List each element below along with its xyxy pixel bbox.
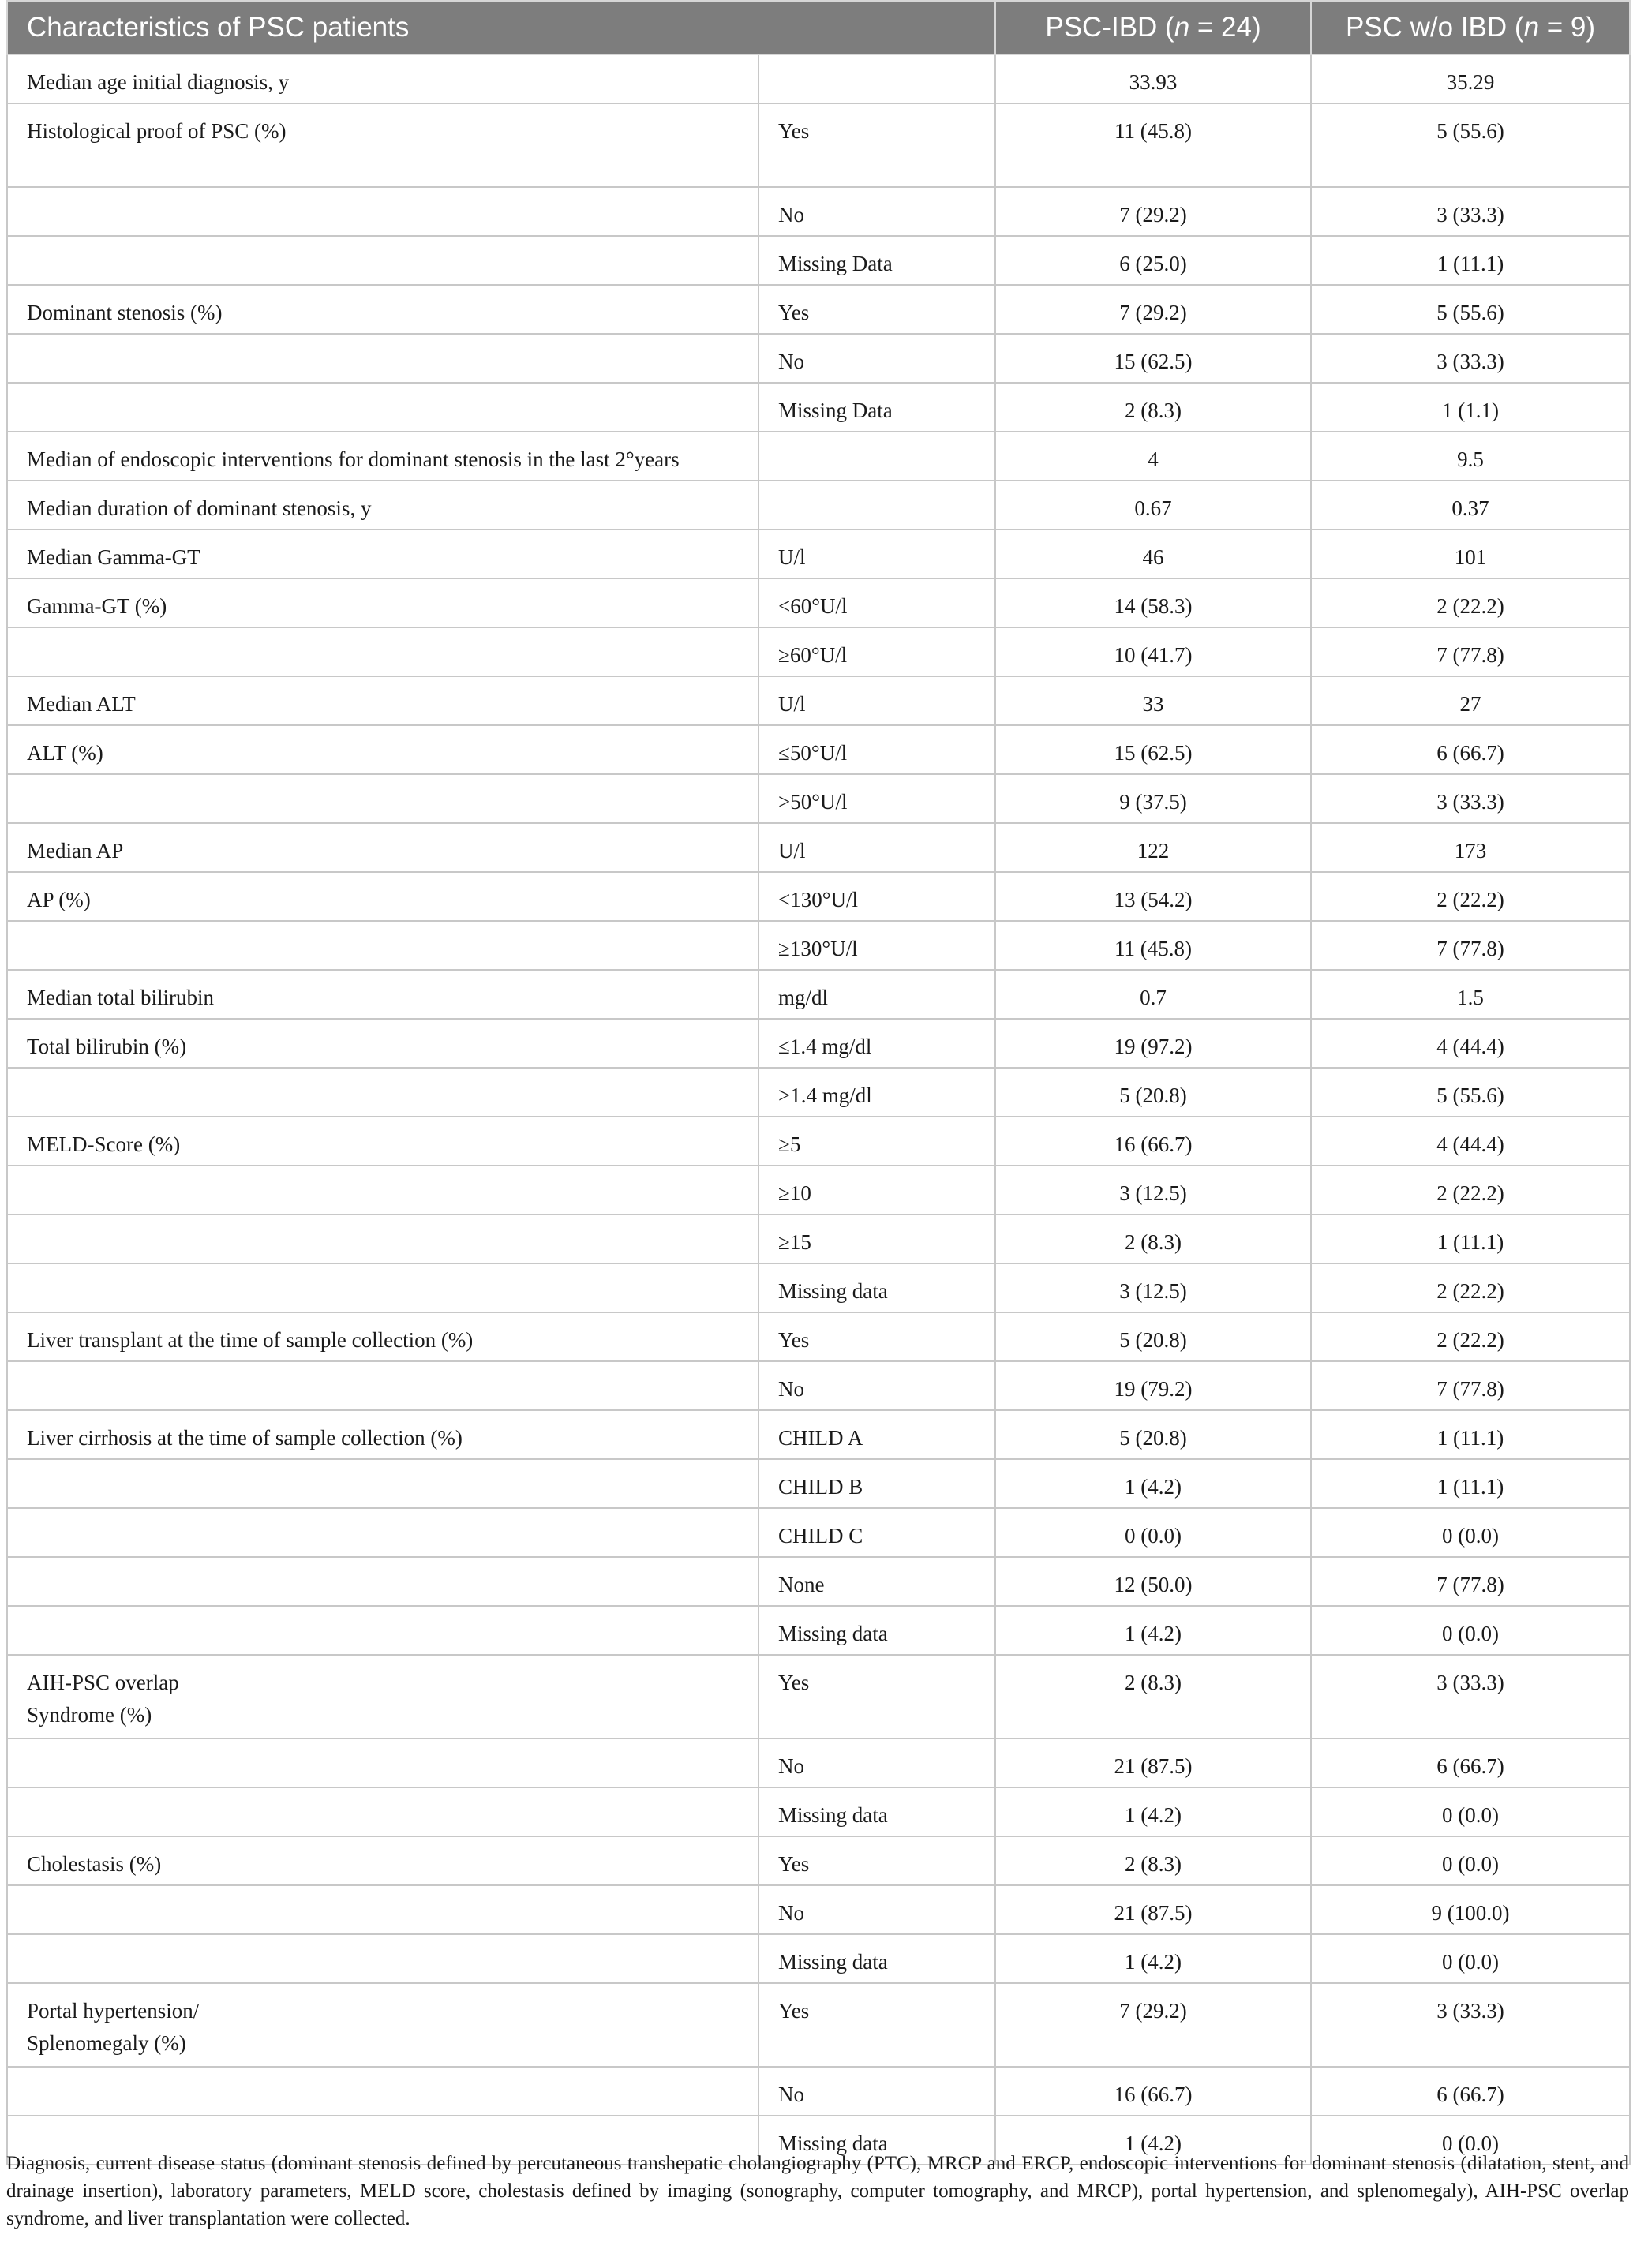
- cell-psc-without-ibd: 9 (100.0): [1311, 1885, 1630, 1934]
- row-label: Median duration of dominant stenosis, y: [7, 481, 758, 530]
- row-subcategory: CHILD C: [758, 1508, 995, 1557]
- cell-psc-ibd: 2 (8.3): [995, 1836, 1311, 1885]
- cell-psc-without-ibd: 6 (66.7): [1311, 2067, 1630, 2116]
- row-subcategory: ≤1.4 mg/dl: [758, 1019, 995, 1068]
- row-subcategory: <60°U/l: [758, 578, 995, 627]
- cell-psc-ibd: 1 (4.2): [995, 1787, 1311, 1836]
- cell-psc-ibd: 6 (25.0): [995, 236, 1311, 285]
- table-row: [7, 1214, 1630, 1263]
- table-row: [7, 2067, 1630, 2116]
- row-subcategory: No: [758, 187, 995, 236]
- cell-psc-ibd: 5 (20.8): [995, 1068, 1311, 1117]
- row-label: Portal hypertension/ Splenomegaly (%): [7, 1983, 758, 2067]
- cell-psc-without-ibd: 6 (66.7): [1311, 725, 1630, 774]
- cell-psc-without-ibd: 0.37: [1311, 481, 1630, 530]
- row-subcategory: None: [758, 1557, 995, 1606]
- row-subcategory: [758, 54, 995, 103]
- row-subcategory: No: [758, 1738, 995, 1787]
- row-label: [7, 334, 758, 383]
- row-label: [7, 1885, 758, 1934]
- cell-psc-without-ibd: 2 (22.2): [1311, 1263, 1630, 1312]
- cell-psc-without-ibd: 2 (22.2): [1311, 578, 1630, 627]
- cell-psc-ibd: 14 (58.3): [995, 578, 1311, 627]
- cell-psc-without-ibd: 0 (0.0): [1311, 1934, 1630, 1983]
- cell-psc-without-ibd: 3 (33.3): [1311, 1983, 1630, 2067]
- cell-psc-ibd: 11 (45.8): [995, 103, 1311, 187]
- row-subcategory: CHILD A: [758, 1410, 995, 1459]
- table-body: [7, 54, 1630, 2165]
- header-row: [7, 1, 1630, 54]
- row-label: [7, 1459, 758, 1508]
- cell-psc-ibd: 21 (87.5): [995, 1885, 1311, 1934]
- cell-psc-without-ibd: 1 (11.1): [1311, 236, 1630, 285]
- table-row: [7, 236, 1630, 285]
- cell-psc-without-ibd: 4 (44.4): [1311, 1019, 1630, 1068]
- cell-psc-ibd: 12 (50.0): [995, 1557, 1311, 1606]
- row-subcategory: >1.4 mg/dl: [758, 1068, 995, 1117]
- cell-psc-ibd: 3 (12.5): [995, 1263, 1311, 1312]
- row-label: [7, 1606, 758, 1655]
- cell-psc-ibd: 1 (4.2): [995, 1606, 1311, 1655]
- row-subcategory: mg/dl: [758, 970, 995, 1019]
- cell-psc-ibd: 13 (54.2): [995, 872, 1311, 921]
- row-label: [7, 1068, 758, 1117]
- cell-psc-ibd: 46: [995, 530, 1311, 578]
- cell-psc-ibd: 15 (62.5): [995, 334, 1311, 383]
- table-row: [7, 334, 1630, 383]
- row-subcategory: No: [758, 334, 995, 383]
- row-subcategory: Yes: [758, 1983, 995, 2067]
- row-subcategory: Yes: [758, 285, 995, 334]
- row-label: [7, 921, 758, 970]
- cell-psc-ibd: 3 (12.5): [995, 1166, 1311, 1214]
- cell-psc-without-ibd: 1 (11.1): [1311, 1459, 1630, 1508]
- cell-psc-without-ibd: 7 (77.8): [1311, 921, 1630, 970]
- row-subcategory: ≥130°U/l: [758, 921, 995, 970]
- table-row: [7, 921, 1630, 970]
- table-row: [7, 1787, 1630, 1836]
- row-subcategory: ≥5: [758, 1117, 995, 1166]
- table-row: [7, 872, 1630, 921]
- cell-psc-without-ibd: 0 (0.0): [1311, 1787, 1630, 1836]
- row-label: [7, 1787, 758, 1836]
- cell-psc-ibd: 33: [995, 676, 1311, 725]
- table-row: [7, 970, 1630, 1019]
- cell-psc-ibd: 1 (4.2): [995, 1934, 1311, 1983]
- row-label: Liver cirrhosis at the time of sample collection (%): [7, 1410, 758, 1459]
- cell-psc-without-ibd: 6 (66.7): [1311, 1738, 1630, 1787]
- row-subcategory: No: [758, 1361, 995, 1410]
- table-row: [7, 1166, 1630, 1214]
- row-subcategory: Missing data: [758, 1263, 995, 1312]
- table-row: [7, 1655, 1630, 1738]
- row-label: [7, 1508, 758, 1557]
- cell-psc-without-ibd: 2 (22.2): [1311, 872, 1630, 921]
- row-subcategory: U/l: [758, 530, 995, 578]
- table-row: [7, 432, 1630, 481]
- table-row: [7, 1508, 1630, 1557]
- table-row: [7, 530, 1630, 578]
- header-psc-without-ibd-suffix: = 9): [1539, 12, 1596, 43]
- table-footnote: Diagnosis, current disease status (dominant stenosis defined by percutaneous transhepatic cholangiography (PTC), MRCP and ERCP, endoscopic interventions for dominant stenosis (dilatation, stent, and drainage insertion), laboratory parameters, MELD score, cholestasis defined by imaging (sonography, computer tomography, and MRCP), portal hypertension, and splenomegaly), AIH-PSC overlap syndrome, and liver transplantation were collected.: [6, 2153, 1629, 2229]
- table-row: [7, 481, 1630, 530]
- cell-psc-without-ibd: 2 (22.2): [1311, 1312, 1630, 1361]
- row-subcategory: [758, 481, 995, 530]
- table-row: [7, 676, 1630, 725]
- row-subcategory: [758, 432, 995, 481]
- row-subcategory: Yes: [758, 103, 995, 187]
- row-label: MELD-Score (%): [7, 1117, 758, 1166]
- row-subcategory: Missing data: [758, 1606, 995, 1655]
- row-subcategory: Yes: [758, 1655, 995, 1738]
- cell-psc-without-ibd: 1 (11.1): [1311, 1410, 1630, 1459]
- row-label: ALT (%): [7, 725, 758, 774]
- cell-psc-without-ibd: 1.5: [1311, 970, 1630, 1019]
- row-label: Median of endoscopic interventions for dominant stenosis in the last 2°years: [7, 432, 758, 481]
- table-row: [7, 1836, 1630, 1885]
- row-label: [7, 774, 758, 823]
- cell-psc-without-ibd: 7 (77.8): [1311, 627, 1630, 676]
- cell-psc-ibd: 16 (66.7): [995, 2067, 1311, 2116]
- cell-psc-ibd: 1 (4.2): [995, 2116, 1311, 2165]
- cell-psc-ibd: 0 (0.0): [995, 1508, 1311, 1557]
- row-subcategory: CHILD B: [758, 1459, 995, 1508]
- header-psc-ibd-suffix: = 24): [1189, 12, 1261, 43]
- row-label: [7, 1166, 758, 1214]
- row-subcategory: Yes: [758, 1312, 995, 1361]
- table-row: [7, 285, 1630, 334]
- cell-psc-without-ibd: 3 (33.3): [1311, 1655, 1630, 1738]
- row-subcategory: ≥15: [758, 1214, 995, 1263]
- row-label: Median Gamma-GT: [7, 530, 758, 578]
- cell-psc-ibd: 33.93: [995, 54, 1311, 103]
- row-label: [7, 1361, 758, 1410]
- header-psc-without-ibd: [1311, 1, 1630, 54]
- cell-psc-without-ibd: 7 (77.8): [1311, 1361, 1630, 1410]
- row-subcategory: <130°U/l: [758, 872, 995, 921]
- table-row: [7, 578, 1630, 627]
- table-container: [6, 0, 1629, 2165]
- table-row: [7, 1557, 1630, 1606]
- header-psc-ibd: [995, 1, 1311, 54]
- row-label: [7, 2067, 758, 2116]
- cell-psc-ibd: 16 (66.7): [995, 1117, 1311, 1166]
- row-label: Histological proof of PSC (%): [7, 103, 758, 187]
- row-subcategory: Missing data: [758, 1934, 995, 1983]
- table-row: [7, 1934, 1630, 1983]
- row-label: Total bilirubin (%): [7, 1019, 758, 1068]
- row-subcategory: U/l: [758, 676, 995, 725]
- row-subcategory: Yes: [758, 1836, 995, 1885]
- cell-psc-ibd: 15 (62.5): [995, 725, 1311, 774]
- row-subcategory: ≥10: [758, 1166, 995, 1214]
- table-row: [7, 54, 1630, 103]
- row-label: [7, 1557, 758, 1606]
- row-label: [7, 1934, 758, 1983]
- table-row: [7, 1606, 1630, 1655]
- cell-psc-ibd: 122: [995, 823, 1311, 872]
- table-row: [7, 1983, 1630, 2067]
- cell-psc-ibd: 0.7: [995, 970, 1311, 1019]
- cell-psc-without-ibd: 27: [1311, 676, 1630, 725]
- cell-psc-ibd: 2 (8.3): [995, 1655, 1311, 1738]
- cell-psc-without-ibd: 1 (1.1): [1311, 383, 1630, 432]
- cell-psc-ibd: 2 (8.3): [995, 1214, 1311, 1263]
- row-subcategory: Missing Data: [758, 383, 995, 432]
- table-row: [7, 1019, 1630, 1068]
- cell-psc-without-ibd: 3 (33.3): [1311, 187, 1630, 236]
- cell-psc-without-ibd: 4 (44.4): [1311, 1117, 1630, 1166]
- cell-psc-without-ibd: 5 (55.6): [1311, 1068, 1630, 1117]
- cell-psc-without-ibd: 173: [1311, 823, 1630, 872]
- cell-psc-without-ibd: 0 (0.0): [1311, 1508, 1630, 1557]
- row-label: [7, 627, 758, 676]
- row-label: Median total bilirubin: [7, 970, 758, 1019]
- table-header: [7, 1, 1630, 54]
- cell-psc-without-ibd: 5 (55.6): [1311, 285, 1630, 334]
- table-row: [7, 725, 1630, 774]
- cell-psc-ibd: 5 (20.8): [995, 1410, 1311, 1459]
- table-row: [7, 1885, 1630, 1934]
- cell-psc-ibd: 5 (20.8): [995, 1312, 1311, 1361]
- table-row: [7, 187, 1630, 236]
- cell-psc-without-ibd: 0 (0.0): [1311, 2116, 1630, 2165]
- row-label: Gamma-GT (%): [7, 578, 758, 627]
- table-row: [7, 1068, 1630, 1117]
- row-subcategory: >50°U/l: [758, 774, 995, 823]
- cell-psc-without-ibd: 0 (0.0): [1311, 1606, 1630, 1655]
- cell-psc-ibd: 11 (45.8): [995, 921, 1311, 970]
- table-row: [7, 1117, 1630, 1166]
- header-psc-ibd-prefix: PSC-IBD (: [1045, 12, 1174, 43]
- psc-characteristics-table: [6, 0, 1631, 2165]
- header-psc-ibd-n: n: [1174, 12, 1190, 43]
- cell-psc-without-ibd: 3 (33.3): [1311, 334, 1630, 383]
- header-psc-without-ibd-n: n: [1523, 12, 1540, 43]
- cell-psc-ibd: 4: [995, 432, 1311, 481]
- cell-psc-without-ibd: 2 (22.2): [1311, 1166, 1630, 1214]
- table-row: [7, 103, 1630, 187]
- row-label: [7, 1214, 758, 1263]
- row-label: [7, 236, 758, 285]
- cell-psc-without-ibd: 7 (77.8): [1311, 1557, 1630, 1606]
- row-label: Median ALT: [7, 676, 758, 725]
- header-psc-without-ibd-prefix: PSC w/o IBD (: [1345, 12, 1524, 43]
- table-row: [7, 1361, 1630, 1410]
- row-subcategory: Missing data: [758, 1787, 995, 1836]
- table-row: [7, 1738, 1630, 1787]
- table-row: [7, 1410, 1630, 1459]
- cell-psc-ibd: 19 (79.2): [995, 1361, 1311, 1410]
- cell-psc-without-ibd: 0 (0.0): [1311, 1836, 1630, 1885]
- row-label: [7, 1738, 758, 1787]
- row-subcategory: No: [758, 2067, 995, 2116]
- table-row: [7, 1459, 1630, 1508]
- cell-psc-ibd: 0.67: [995, 481, 1311, 530]
- cell-psc-without-ibd: 1 (11.1): [1311, 1214, 1630, 1263]
- table-row: [7, 627, 1630, 676]
- cell-psc-ibd: 9 (37.5): [995, 774, 1311, 823]
- table-row: [7, 823, 1630, 872]
- row-label: [7, 383, 758, 432]
- cell-psc-ibd: 19 (97.2): [995, 1019, 1311, 1068]
- row-label: [7, 1263, 758, 1312]
- table-row: [7, 774, 1630, 823]
- row-subcategory: U/l: [758, 823, 995, 872]
- row-label: AP (%): [7, 872, 758, 921]
- table-row: [7, 1263, 1630, 1312]
- cell-psc-without-ibd: 3 (33.3): [1311, 774, 1630, 823]
- cell-psc-without-ibd: 101: [1311, 530, 1630, 578]
- table-row: [7, 1312, 1630, 1361]
- cell-psc-without-ibd: 9.5: [1311, 432, 1630, 481]
- cell-psc-without-ibd: 5 (55.6): [1311, 103, 1630, 187]
- cell-psc-ibd: 7 (29.2): [995, 285, 1311, 334]
- row-label: Cholestasis (%): [7, 1836, 758, 1885]
- cell-psc-ibd: 7 (29.2): [995, 1983, 1311, 2067]
- row-label: AIH-PSC overlap Syndrome (%): [7, 1655, 758, 1738]
- row-subcategory: Missing data: [758, 2116, 995, 2165]
- row-label: Median age initial diagnosis, y: [7, 54, 758, 103]
- cell-psc-ibd: 1 (4.2): [995, 1459, 1311, 1508]
- cell-psc-ibd: 21 (87.5): [995, 1738, 1311, 1787]
- row-label: Median AP: [7, 823, 758, 872]
- cell-psc-without-ibd: 35.29: [1311, 54, 1630, 103]
- row-subcategory: Missing Data: [758, 236, 995, 285]
- row-label: [7, 187, 758, 236]
- table-row: [7, 383, 1630, 432]
- cell-psc-ibd: 7 (29.2): [995, 187, 1311, 236]
- cell-psc-ibd: 2 (8.3): [995, 383, 1311, 432]
- row-label: Dominant stenosis (%): [7, 285, 758, 334]
- row-subcategory: ≥60°U/l: [758, 627, 995, 676]
- row-subcategory: No: [758, 1885, 995, 1934]
- header-characteristics: Characteristics of PSC patients: [7, 1, 995, 54]
- cell-psc-ibd: 10 (41.7): [995, 627, 1311, 676]
- row-label: Liver transplant at the time of sample collection (%): [7, 1312, 758, 1361]
- row-subcategory: ≤50°U/l: [758, 725, 995, 774]
